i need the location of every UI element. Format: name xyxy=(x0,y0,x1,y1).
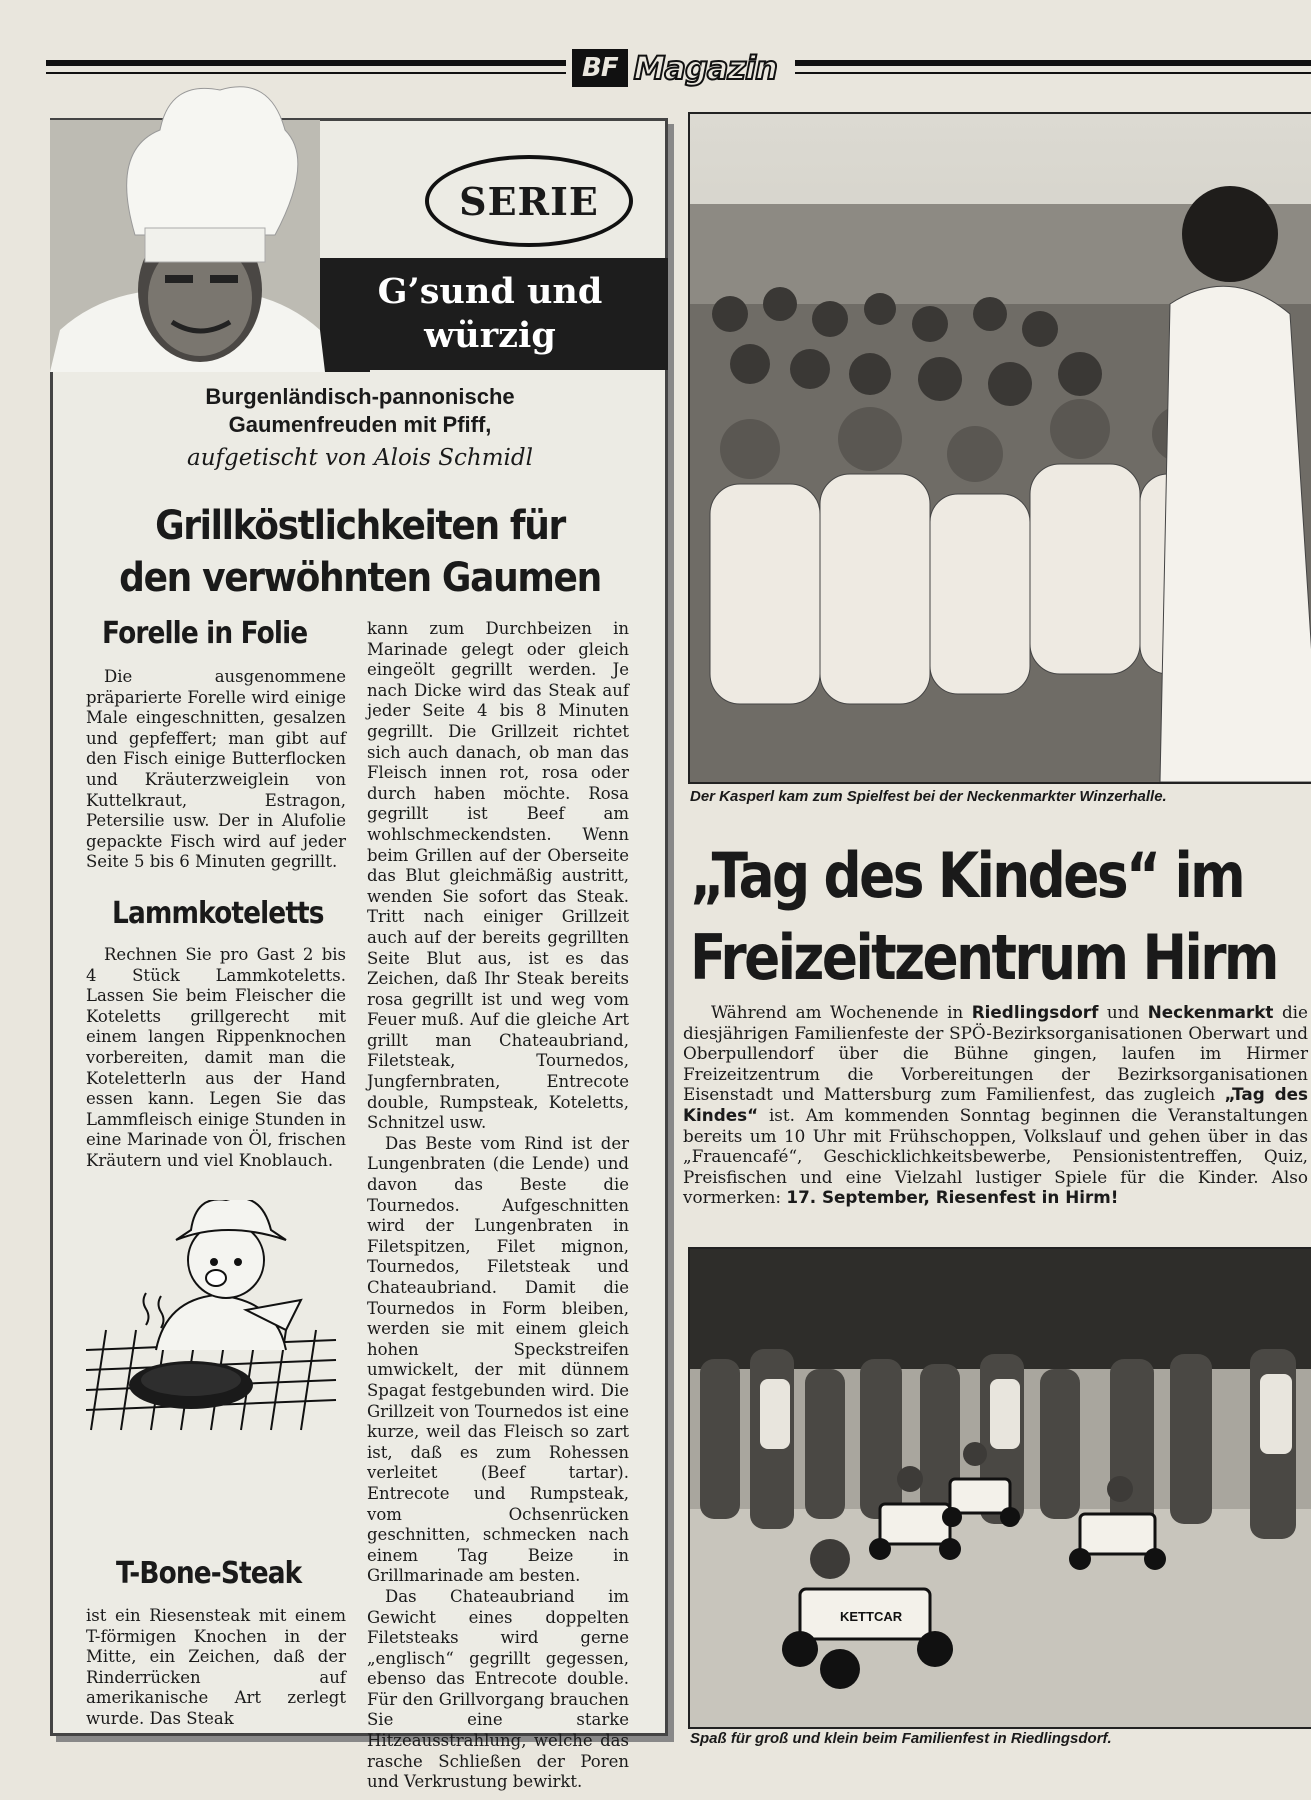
photo-kasperl-children xyxy=(688,112,1311,784)
col2-paragraph-3: Das Chateaubriand im Gewicht eines doppelten Filetsteaks wird gerne „englisch“ gegrillt gegessen, ebenso das Entrecote double. Für den Grillvorgang brauchen Sie eine starke Hitzeausstrahlung, welche das rasche Schließen der Poren und Verkrustung bewirkt. xyxy=(367,1586,629,1792)
section-text-lamm: Rechnen Sie pro Gast 2 bis 4 Stück Lammkoteletts. Lassen Sie beim Fleischer die Koteletts grillgerecht mit einem langen Rippenknochen vorbereiten, damit man die Koteletterln aus der Hand essen kann. Legen Sie das Lammfleisch einige Stunden in eine Marinade von Öl, frischen Kräutern und viel Knoblauch. xyxy=(86,945,346,1170)
col2-paragraph-2: Das Beste vom Rind ist der Lungenbraten (die Lende) und davon das Beste die Tournedos. Aufgeschnitten wird der Lungenbraten in Filetspitzen, Filet mignon, Tournedos, Filetsteak und Chateaubriand. Damit die Tournedos in Form bleiben, werden sie mit einem gleich hohen Speckstreifen umwickelt, der mit dünnem Spagat festgebunden wird. Die Grillzeit von Tournedos ist eine kurze, weil das Fleisch so zart ist, daß es zum Rohessen verleitet (Beef tartar). Entrecote und Rumpsteak, vom Ochsenrücken geschnitten, schmecken nach einem Tag Beize in Grillmarinade am besten. xyxy=(367,1133,629,1586)
caption-bottom-photo: Spaß für groß und klein beim Familienfest in Riedlingsdorf. xyxy=(690,1730,1112,1747)
logo-magazin: Magazin xyxy=(633,49,777,87)
series-title-line1: G’sund und xyxy=(377,271,603,312)
right-headline-line2: Freizeitzentrum Hirm xyxy=(690,921,1277,994)
section-title-tbone: T-Bone-Steak xyxy=(116,1556,302,1591)
header-rule-right-thin xyxy=(795,72,1311,74)
right-headline xyxy=(690,835,1277,999)
photo-familienfest-karts xyxy=(688,1247,1311,1729)
section-text-tbone: ist ein Riesensteak mit einem T-förmigen Knochen in der Mitte, ein Zeichen, daß der Rinderrücken auf amerikanische Art zerlegt wurde. Das Steak xyxy=(86,1606,346,1728)
kart-label: KETTCAR xyxy=(840,1609,903,1624)
article-column-2 xyxy=(367,619,629,1793)
series-title-line2: würzig xyxy=(424,315,556,356)
series-subtitle xyxy=(100,383,620,439)
series-title xyxy=(330,270,650,358)
caption-top-photo: Der Kasperl kam zum Spielfest bei der Neckenmarkter Winzerhalle. xyxy=(690,788,1167,805)
headline-line2: den verwöhnten Gaumen xyxy=(119,555,601,601)
subtitle-line1: Burgenländisch-pannonische xyxy=(205,384,515,409)
magazine-logo xyxy=(572,48,792,88)
section-title-lamm: Lammkoteletts xyxy=(112,896,324,931)
serie-badge xyxy=(425,155,633,247)
col2-paragraph-1: kann zum Durchbeizen in Marinade gelegt oder gleich eingeölt gegrillt werden. Je nach Dicke wird das Steak auf jeder Seite 4 bis 8 Minuten gegrillt. Die Grillzeit richtet sich auch danach, ob man das Fleisch innen rot, rosa oder durch haben möchte. Rosa gegrillt ist Beef am wohlschmeckendsten. Wenn beim Grillen auf der Oberseite das Blut gleichmäßig austritt, wenden Sie sofort das Steak. Tritt nach einiger Grillzeit auch auf der bereits gegrillten Seite Blut aus, ist es das Zeichen, daß Ihr Steak bereits rosa gegrillt ist und weg vom Feuer muß. Auf die gleiche Art grillt man Chateaubriand, Filetsteak, Tournedos, Jungfernbraten, Entrecote double, Rumpsteak, Koteletts, Schnitzel usw. xyxy=(367,619,629,1133)
cowboy-grill-cartoon xyxy=(86,1200,346,1460)
right-article-body: Während am Wochenende in Riedlingsdorf und Neckenmarkt die diesjährigen Familienfeste der SPÖ-Bezirksorganisationen Oberwart und Oberpullendorf über die Bühne gingen, laufen im Hirmer Freizeitzentrum die Vorbereitungen der Bezirksorganisationen Eisenstadt und Mattersburg zum Familienfest, das zugleich „Tag des Kindes“ ist. Am kommenden Sonntag beginnen die Veranstaltungen bereits um 10 Uhr mit Frühschoppen, Volkslauf und gehen über in das „Frauencafé“, Geschicklichkeitsbewerbe, Pensionistentreffen, Quiz, Preisfischen und eine Vielzahl lustiger Spiele für die Kinder. Also vormerken: 17. September, Riesenfest in Hirm! xyxy=(683,1002,1308,1208)
author-line: aufgetischt von Alois Schmidl xyxy=(187,445,533,471)
chef-photo xyxy=(50,60,370,372)
headline-line1: Grillköstlichkeiten für xyxy=(155,503,565,549)
serie-label: SERIE xyxy=(459,178,599,224)
logo-bf: BF xyxy=(572,49,628,87)
subtitle-line2: Gaumenfreuden mit Pfiff, xyxy=(228,412,492,437)
article-headline xyxy=(90,500,630,604)
section-text-forelle: Die ausgenommene präparierte Forelle wird einige Male eingeschnitten, gesalzen und gepfeffert; man gibt auf den Fisch einige Butterflocken und Kräuterzweiglein von Kuttelkraut, Estragon, Petersilie usw. Der in Alufolie gepackte Fisch wird auf jeder Seite 5 bis 6 Minuten gegrillt. xyxy=(86,667,346,872)
header-rule-right xyxy=(795,60,1311,66)
section-title-forelle: Forelle in Folie xyxy=(102,616,308,651)
right-headline-line1: „Tag des Kindes“ im xyxy=(690,839,1244,912)
